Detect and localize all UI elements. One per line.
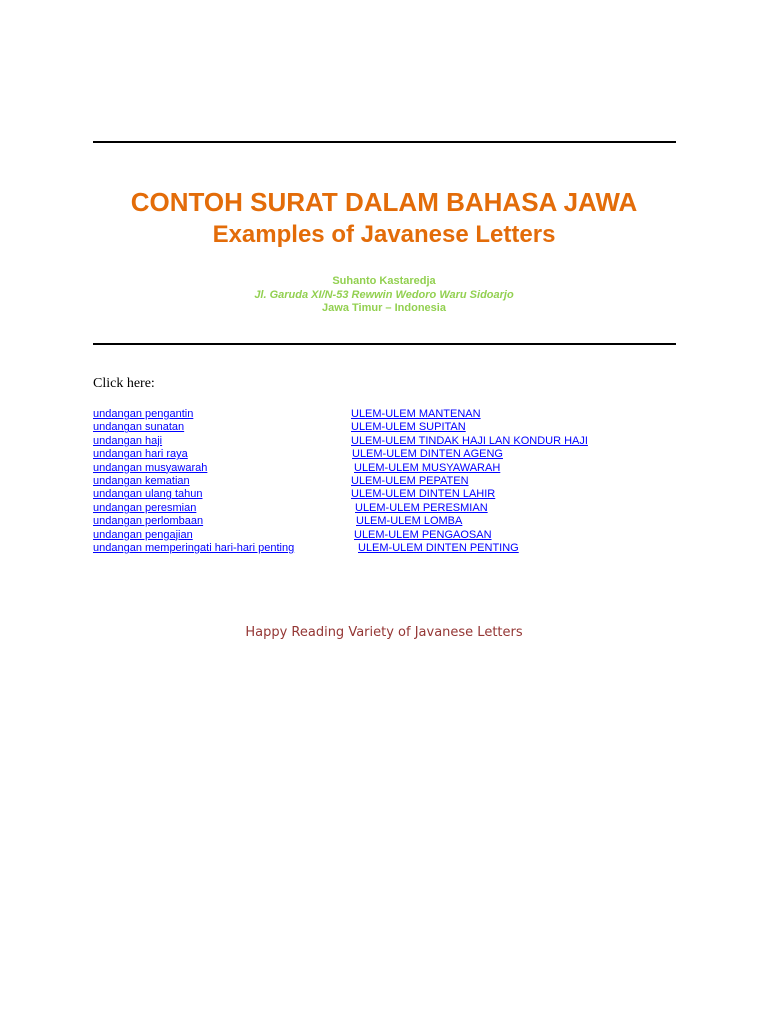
indonesian-link[interactable]: undangan hari raya	[93, 448, 188, 461]
bottom-divider	[93, 343, 676, 345]
indonesian-item	[93, 515, 294, 528]
author-address: Jl. Garuda XI/N-53 Rewwin Wedoro Waru Sidoarjo	[254, 288, 514, 301]
indonesian-item	[93, 448, 294, 461]
javanese-item	[351, 408, 588, 421]
author-region: Jawa Timur – Indonesia	[322, 302, 446, 314]
indonesian-item	[93, 542, 294, 555]
click-here-label: Click here:	[93, 376, 155, 391]
javanese-item	[351, 529, 588, 542]
indonesian-link[interactable]: undangan pengajian	[93, 528, 193, 541]
indonesian-link-list	[93, 408, 294, 555]
page-title: CONTOH SURAT DALAM BAHASA JAWA	[130, 187, 638, 217]
indonesian-link[interactable]: undangan memperingati hari-hari penting	[93, 542, 295, 555]
indonesian-link[interactable]: undangan musyawarah	[93, 461, 208, 474]
indonesian-link[interactable]: undangan kematian	[93, 475, 190, 488]
javanese-item	[351, 542, 588, 555]
indonesian-link[interactable]: undangan sunatan	[93, 421, 185, 434]
javanese-link[interactable]: ULEM-ULEM DINTEN AGENG	[352, 448, 503, 461]
indonesian-item	[93, 408, 294, 421]
page-subtitle: Examples of Javanese Letters	[212, 221, 556, 248]
javanese-item	[351, 502, 588, 515]
javanese-link[interactable]: ULEM-ULEM MANTENAN	[351, 408, 481, 420]
javanese-link[interactable]: ULEM-ULEM PERESMIAN	[355, 501, 488, 514]
indonesian-item	[93, 462, 294, 475]
javanese-item	[351, 475, 588, 488]
javanese-item	[351, 421, 588, 434]
javanese-link[interactable]: ULEM-ULEM DINTEN LAHIR	[351, 488, 496, 501]
indonesian-link[interactable]: undangan ulang tahun	[93, 488, 203, 501]
indonesian-link[interactable]: undangan peresmian	[93, 501, 197, 514]
javanese-link[interactable]: ULEM-ULEM LOMBA	[356, 515, 463, 528]
indonesian-item	[93, 435, 294, 448]
top-divider	[93, 141, 676, 143]
indonesian-item	[93, 529, 294, 542]
javanese-link[interactable]: ULEM-ULEM MUSYAWARAH	[354, 461, 501, 474]
javanese-link[interactable]: ULEM-ULEM PEPATEN	[351, 475, 469, 488]
javanese-item	[351, 462, 588, 475]
indonesian-item	[93, 488, 294, 501]
indonesian-link[interactable]: undangan haji	[93, 434, 163, 447]
indonesian-link[interactable]: undangan pengantin	[93, 408, 194, 420]
author-block	[0, 275, 768, 316]
author-name: Suhanto Kastaredja	[332, 275, 436, 287]
javanese-link-list	[351, 408, 588, 555]
javanese-link[interactable]: ULEM-ULEM TINDAK HAJI LAN KONDUR HAJI	[351, 434, 588, 447]
indonesian-link[interactable]: undangan perlombaan	[93, 515, 204, 528]
javanese-item	[351, 448, 588, 461]
javanese-item	[351, 488, 588, 501]
javanese-item	[351, 435, 588, 448]
indonesian-item	[93, 421, 294, 434]
indonesian-item	[93, 502, 294, 515]
javanese-link[interactable]: ULEM-ULEM PENGAOSAN	[354, 528, 492, 541]
javanese-item	[351, 515, 588, 528]
javanese-link[interactable]: ULEM-ULEM DINTEN PENTING	[358, 542, 519, 555]
javanese-link[interactable]: ULEM-ULEM SUPITAN	[351, 421, 466, 434]
indonesian-item	[93, 475, 294, 488]
footer-text: Happy Reading Variety of Javanese Letters	[245, 625, 523, 640]
